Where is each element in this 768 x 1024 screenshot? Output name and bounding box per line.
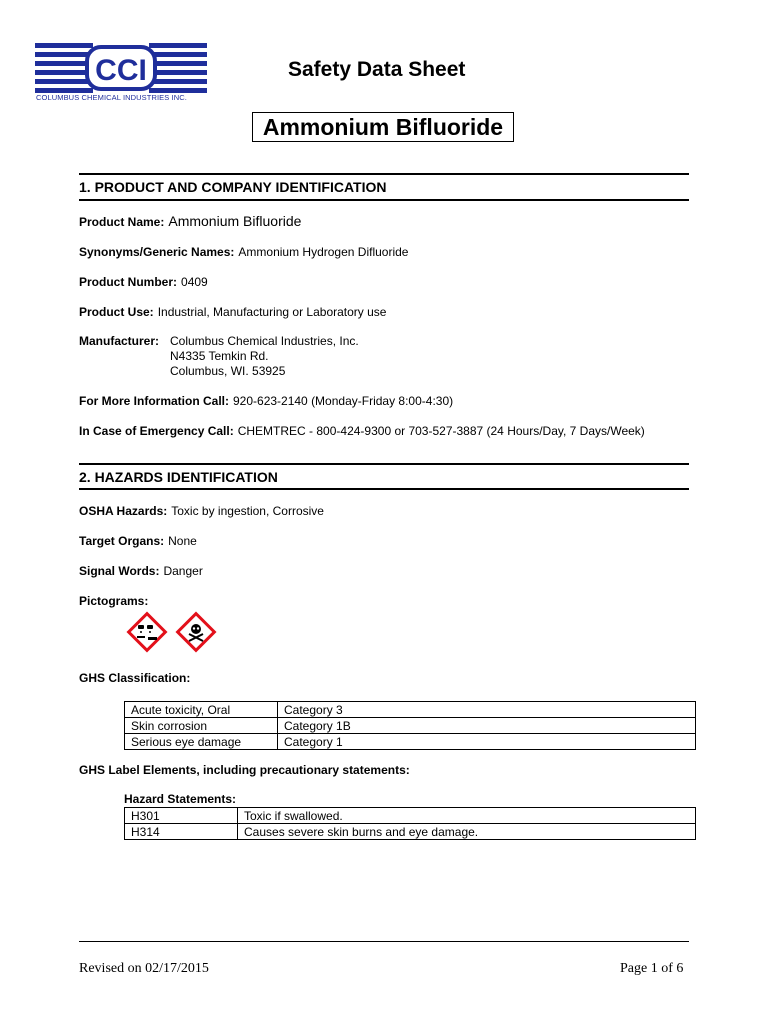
product-name-field xyxy=(79,213,301,229)
footer-rule xyxy=(79,941,689,942)
table-row xyxy=(125,734,696,750)
osha-hazards-value: Toxic by ingestion, Corrosive xyxy=(171,504,324,518)
section-1-top-rule xyxy=(79,173,689,175)
logo-mark: CCI xyxy=(95,54,147,87)
synonyms-label: Synonyms/Generic Names: xyxy=(79,245,235,259)
manufacturer-address xyxy=(170,334,359,379)
ghs-classification-table xyxy=(124,701,696,750)
product-number-label: Product Number: xyxy=(79,275,178,289)
hazard-statements-field xyxy=(124,792,236,806)
table-cell: Category 3 xyxy=(278,702,696,718)
target-organs-label: Target Organs: xyxy=(79,534,165,548)
synonyms-value: Ammonium Hydrogen Difluoride xyxy=(238,245,409,259)
emergency-value: CHEMTREC - 800-424-9300 or 703-527-3887 (24 Hours/Day, 7 Days/Week) xyxy=(237,424,645,438)
table-cell: Acute toxicity, Oral xyxy=(125,702,278,718)
manufacturer-line: Columbus, WI. 53925 xyxy=(170,364,286,378)
info-call-value: 920-623-2140 (Monday-Friday 8:00-4:30) xyxy=(233,394,454,408)
info-call-field xyxy=(79,394,453,408)
revision-date: Revised on 02/17/2015 xyxy=(79,961,209,976)
manufacturer-label: Manufacturer: xyxy=(79,334,160,348)
manufacturer-line: Columbus Chemical Industries, Inc. xyxy=(170,334,359,348)
section-1-heading: 1. PRODUCT AND COMPANY IDENTIFICATION xyxy=(79,179,387,195)
table-cell: Skin corrosion xyxy=(125,718,278,734)
pictograms-field xyxy=(79,594,148,608)
osha-hazards-label: OSHA Hazards: xyxy=(79,504,168,518)
ghs-classification-label: GHS Classification: xyxy=(79,671,191,685)
product-use-field xyxy=(79,305,386,319)
table-cell: Category 1 xyxy=(278,734,696,750)
ghs-classification-field xyxy=(79,671,190,685)
manufacturer-field xyxy=(79,334,159,348)
table-row xyxy=(125,824,696,840)
corrosion-icon xyxy=(125,610,169,654)
manufacturer-line: N4335 Temkin Rd. xyxy=(170,349,269,363)
label-elements-label: GHS Label Elements, including precautionary statements: xyxy=(79,763,410,777)
table-row xyxy=(125,702,696,718)
table-cell: Causes severe skin burns and eye damage. xyxy=(238,824,696,840)
product-name-label: Product Name: xyxy=(79,215,165,229)
target-organs-value: None xyxy=(168,534,197,548)
page-number: Page 1 of 6 xyxy=(620,961,684,976)
product-use-value: Industrial, Manufacturing or Laboratory use xyxy=(157,305,387,319)
table-cell: Toxic if swallowed. xyxy=(238,808,696,824)
logo-company-name: COLUMBUS CHEMICAL INDUSTRIES INC. xyxy=(36,93,187,102)
skull-crossbones-icon xyxy=(174,610,218,654)
product-name-value: Ammonium Bifluoride xyxy=(168,213,302,229)
hazard-statements-label: Hazard Statements: xyxy=(124,792,237,806)
label-elements-field xyxy=(79,763,410,777)
osha-hazards-field xyxy=(79,504,324,518)
info-call-label: For More Information Call: xyxy=(79,394,229,408)
document-title: Safety Data Sheet xyxy=(288,58,466,81)
target-organs-field xyxy=(79,534,197,548)
product-title: Ammonium Bifluoride xyxy=(252,112,514,142)
pictograms-label: Pictograms: xyxy=(79,594,149,608)
product-number-field xyxy=(79,275,208,289)
signal-words-field xyxy=(79,564,203,578)
hazard-statements-table xyxy=(124,807,696,840)
emergency-field xyxy=(79,424,645,438)
table-cell: Category 1B xyxy=(278,718,696,734)
product-number-value: 0409 xyxy=(181,275,208,289)
table-row xyxy=(125,718,696,734)
table-cell: H314 xyxy=(125,824,238,840)
signal-words-value: Danger xyxy=(163,564,203,578)
table-row xyxy=(125,808,696,824)
section-1-bottom-rule xyxy=(79,199,689,201)
section-2-heading: 2. HAZARDS IDENTIFICATION xyxy=(79,469,278,485)
signal-words-label: Signal Words: xyxy=(79,564,160,578)
section-2-top-rule xyxy=(79,463,689,465)
table-cell: H301 xyxy=(125,808,238,824)
emergency-label: In Case of Emergency Call: xyxy=(79,424,234,438)
synonyms-field xyxy=(79,245,408,259)
table-cell: Serious eye damage xyxy=(125,734,278,750)
section-2-bottom-rule xyxy=(79,488,689,490)
product-use-label: Product Use: xyxy=(79,305,154,319)
